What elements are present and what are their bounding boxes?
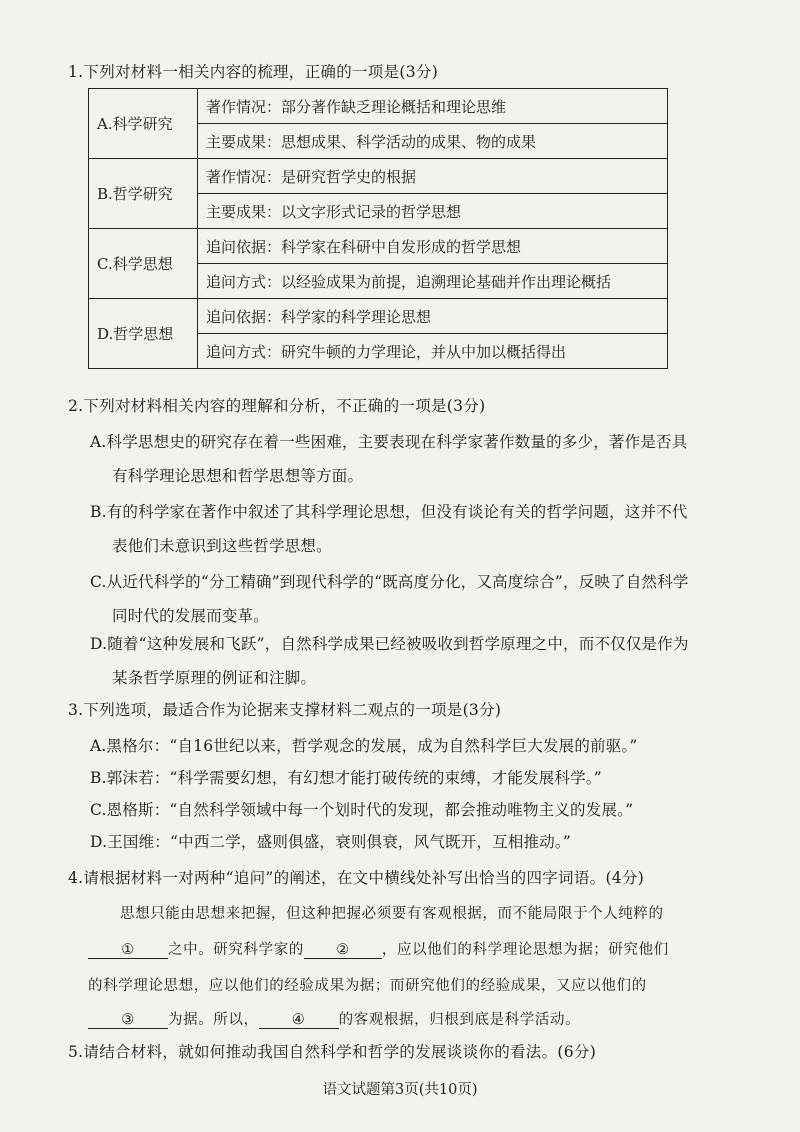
option-a-line-1: 著作情况：部分著作缺乏理论概括和理论思维 — [198, 89, 668, 124]
table-row — [89, 299, 668, 334]
page-footer: 语文试题第3页(共10页) — [322, 1082, 478, 1098]
q1-options-table — [88, 88, 668, 369]
q2-option-d-line-1: D.随着“这种发展和飞跃”，自然科学成果已经被吸收到哲学原理之中，而不仅仅是作为 — [90, 635, 689, 653]
option-d-label: D.哲学思想 — [89, 299, 198, 369]
option-d-line-1: 追问依据：科学家的科学理论思想 — [198, 299, 668, 334]
q3-option-a: A.黑格尔：“自16世纪以来，哲学观念的发展，成为自然科学巨大发展的前驱。” — [90, 737, 638, 755]
option-a-label: A.科学研究 — [89, 89, 198, 159]
q3-option-b: B.郭沫若：“科学需要幻想，有幻想才能打破传统的束缚，才能发展科学。” — [90, 769, 602, 787]
table-row — [89, 89, 668, 124]
q2-option-a-line-1: A.科学思想史的研究存在着一些困难，主要表现在科学家著作数量的多少，著作是否具 — [90, 433, 688, 451]
option-d-line-2: 追问方式：研究牛顿的力学理论，并从中加以概括得出 — [198, 334, 668, 369]
q2-option-b-line-2: 表他们未意识到这些哲学思想。 — [112, 537, 332, 555]
q4-text-2b: ，应以他们的科学理论思想为据；研究他们 — [381, 942, 669, 958]
table-row — [89, 229, 668, 264]
option-c-line-2: 追问方式：以经验成果为前提，追溯理论基础并作出理论概括 — [198, 264, 668, 299]
blank-2[interactable]: ② — [304, 942, 382, 959]
blank-3[interactable]: ③ — [88, 1012, 168, 1029]
q2-option-c-line-1: C.从近代科学的“分工精确”到现代科学的“既高度分化，又高度综合”，反映了自然科学 — [90, 573, 689, 591]
q5-stem: 5.请结合材料，就如何推动我国自然科学和哲学的发展谈谈你的看法。(6分) — [68, 1043, 597, 1061]
q2-option-a-line-2: 有科学理论思想和哲学思想等方面。 — [112, 467, 364, 485]
q1-stem: 1.下列对材料一相关内容的梳理，正确的一项是(3分) — [68, 63, 439, 81]
q2-option-d-line-2: 某条哲学原理的例证和注脚。 — [112, 669, 317, 687]
q4-text-2a: 之中。研究科学家的 — [168, 942, 304, 958]
option-a-line-2: 主要成果：思想成果、科学活动的成果、物的成果 — [198, 124, 668, 159]
q4-passage-line-4 — [88, 1008, 580, 1029]
q2-option-c-line-2: 同时代的发展而变革。 — [112, 607, 270, 625]
blank-4[interactable]: ④ — [259, 1012, 339, 1029]
q2-option-b-line-1: B.有的科学家在著作中叙述了其科学理论思想，但没有谈论有关的哲学问题，这并不代 — [90, 503, 688, 521]
option-b-label: B.哲学研究 — [89, 159, 198, 229]
q2-stem: 2.下列对材料相关内容的理解和分析，不正确的一项是(3分) — [68, 397, 486, 415]
option-c-line-1: 追问依据：科学家在科研中自发形成的哲学思想 — [198, 229, 668, 264]
option-c-label: C.科学思想 — [89, 229, 198, 299]
q4-passage-line-2 — [88, 938, 669, 959]
q4-passage-line-1: 思想只能由思想来把握，但这种把握必须要有客观根据，而不能局限于个人纯粹的 — [120, 906, 664, 922]
table-row — [89, 159, 668, 194]
option-b-line-1: 著作情况：是研究哲学史的根据 — [198, 159, 668, 194]
q4-text-4b: 的客观根据，归根到底是科学活动。 — [338, 1012, 581, 1028]
blank-1[interactable]: ① — [88, 942, 168, 959]
q4-stem: 4.请根据材料一对两种“追问”的阐述，在文中横线处补写出恰当的四字词语。(4分) — [68, 869, 645, 887]
q4-passage-line-3: 的科学理论思想，应以他们的经验成果为据；而研究他们的经验成果，又应以他们的 — [88, 978, 647, 994]
q3-stem: 3.下列选项，最适合作为论据来支撑材料二观点的一项是(3分) — [68, 701, 502, 719]
q4-text-4a: 为据。所以， — [168, 1012, 259, 1028]
q3-option-d: D.王国维：“中西二学，盛则俱盛，衰则俱衰，风气既开，互相推动。” — [90, 833, 572, 851]
option-b-line-2: 主要成果：以文字形式记录的哲学思想 — [198, 194, 668, 229]
q3-option-c: C.恩格斯：“自然科学领域中每一个划时代的发现，都会推动唯物主义的发展。” — [90, 801, 634, 819]
